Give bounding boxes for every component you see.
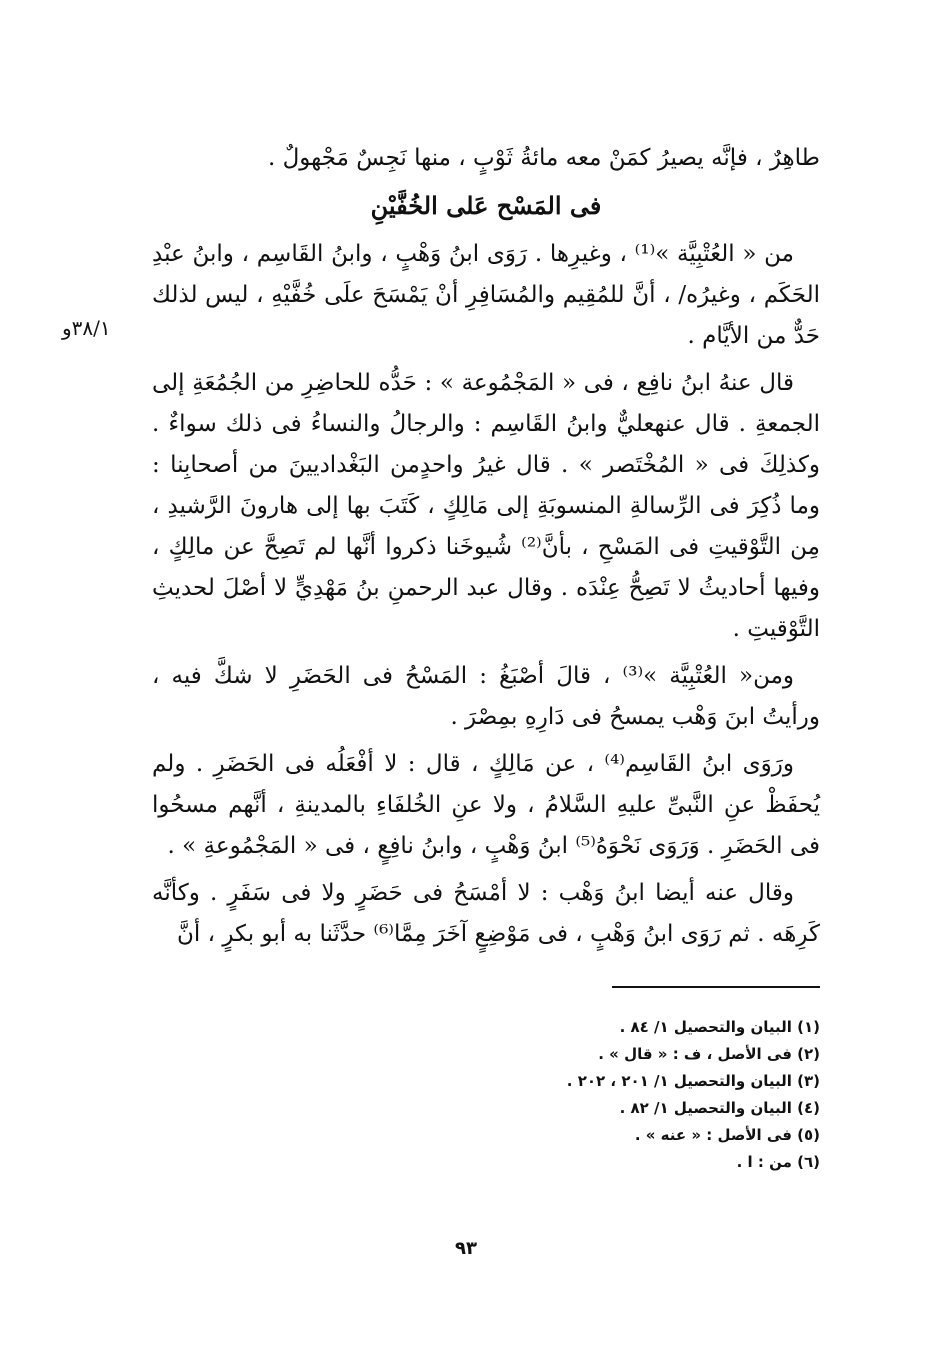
footnote-1: (١) البيان والتحصيل ١/ ٨٤ . — [619, 1018, 820, 1036]
paragraph-3: ومن« العُتْبِيَّة »⁽³⁾ ، قالَ أصْبَغُ : المَسْحُ فى الحَضَرِ لا شكَّ فيه ، ورأيتُ ابنَ وَهْب يمسحُ فى دَارِهِ بمِصْرَ . — [152, 663, 820, 730]
footnote-4: (٤) البيان والتحصيل ١/ ٨٢ . — [619, 1099, 820, 1117]
paragraph-continuation: طاهِرٌ ، فإنَّه يصيرُ كمَنْ معه مائةُ ثَوْبٍ ، منها نَجِسٌ مَجْهولٌ . — [267, 145, 820, 171]
section-heading: فى المَسْح عَلى الخُفَّيْنِ — [370, 191, 602, 220]
paragraph-5: وقال عنه أيضا ابنُ وَهْب : لا أمْسَحُ فى حَضَرٍ ولا فى سَفَرٍ . وكأنَّه كَرِهَه . ثم رَوَى ابنُ وَهْبٍ ، فى مَوْضِعٍ آخَرَ مِمَّا⁽⁶⁾ حدَّثَنا به أبو بكرٍ ، أنَّ — [152, 880, 820, 947]
paragraph-4: ورَوَى ابنُ القَاسِم⁽⁴⁾ ، عن مَالِكٍ ، قال : لا أفْعَلُه فى الحَضَرِ . ولم يُحفَظْ عنِ النَّبىِّ عليهِ السَّلامُ ، ولا عنِ الخُلفَاءِ بالمدينةِ ، أنَّهم مسحُوا فى الحَضَرِ . وَرَوَى نَحْوَهُ⁽⁵⁾ ابنُ وَهْبٍ ، وابنُ نافِعٍ ، فى « المَجْمُوعةِ » . — [152, 751, 820, 859]
footnote-2: (٢) فى الأصل ، ف : « قال » . — [598, 1045, 820, 1063]
paragraph-1: من « العُتْبِيَّة »⁽¹⁾ ، وغيرِها . رَوَى ابنُ وَهْبٍ ، وابنُ القَاسِم ، وابنُ عبْدِ الحَكَم ، وغيرُه/ ، أنَّ للمُقِيم والمُسَافِرِ أنْ يَمْسَحَ علَى خُفَّيْهِ ، ليس لذلك حَدٌّ من الأيَّام . — [152, 241, 820, 349]
page-number: ٩٣ — [455, 1238, 477, 1259]
main-text — [152, 138, 820, 961]
manuscript-folio-note: ٣٨/١و — [62, 316, 111, 340]
footnotes — [152, 1014, 820, 1176]
footnote-5: (٥) فى الأصل : « عنه » . — [634, 1126, 820, 1144]
footnote-6: (٦) من : ا . — [736, 1153, 820, 1171]
footnote-3: (٣) البيان والتحصيل ١/ ٢٠١ ، ٢٠٢ . — [566, 1072, 820, 1090]
footnote-divider — [612, 986, 820, 988]
paragraph-2: قال عنهُ ابنُ نافِع ، فى « المَجْمُوعة » : حَدُّه للحاضِرِ من الجُمُعَةِ إلى الجمعةِ . قال عنهعليٌّ وابنُ القَاسِم : والرجالُ والنساءُ فى ذلك سواءٌ . وكذلِكَ فى « المُخْتَصر » . قال غيرُ واحدٍمن البَغْداديينَ من أصحابِنا : وما ذُكِرَ فى الرِّسالةِ المنسوبَةِ إلى مَالِكٍ ، كَتَبَ بها إلى هارونَ الرَّشيدِ ، مِن التَّوْقيتِ فى المَسْحِ ، بأنَّ⁽²⁾ شُيوخَنا ذكروا أنَّها لم تَصِحَّ عن مالِكٍ ، وفيها أحاديثُ لا تَصِحُّ عِنْدَه . وقال عبد الرحمنِ بنُ مَهْدِيٍّ لا أصْلَ لحديثِ التَّوْقيتِ . — [152, 370, 820, 642]
